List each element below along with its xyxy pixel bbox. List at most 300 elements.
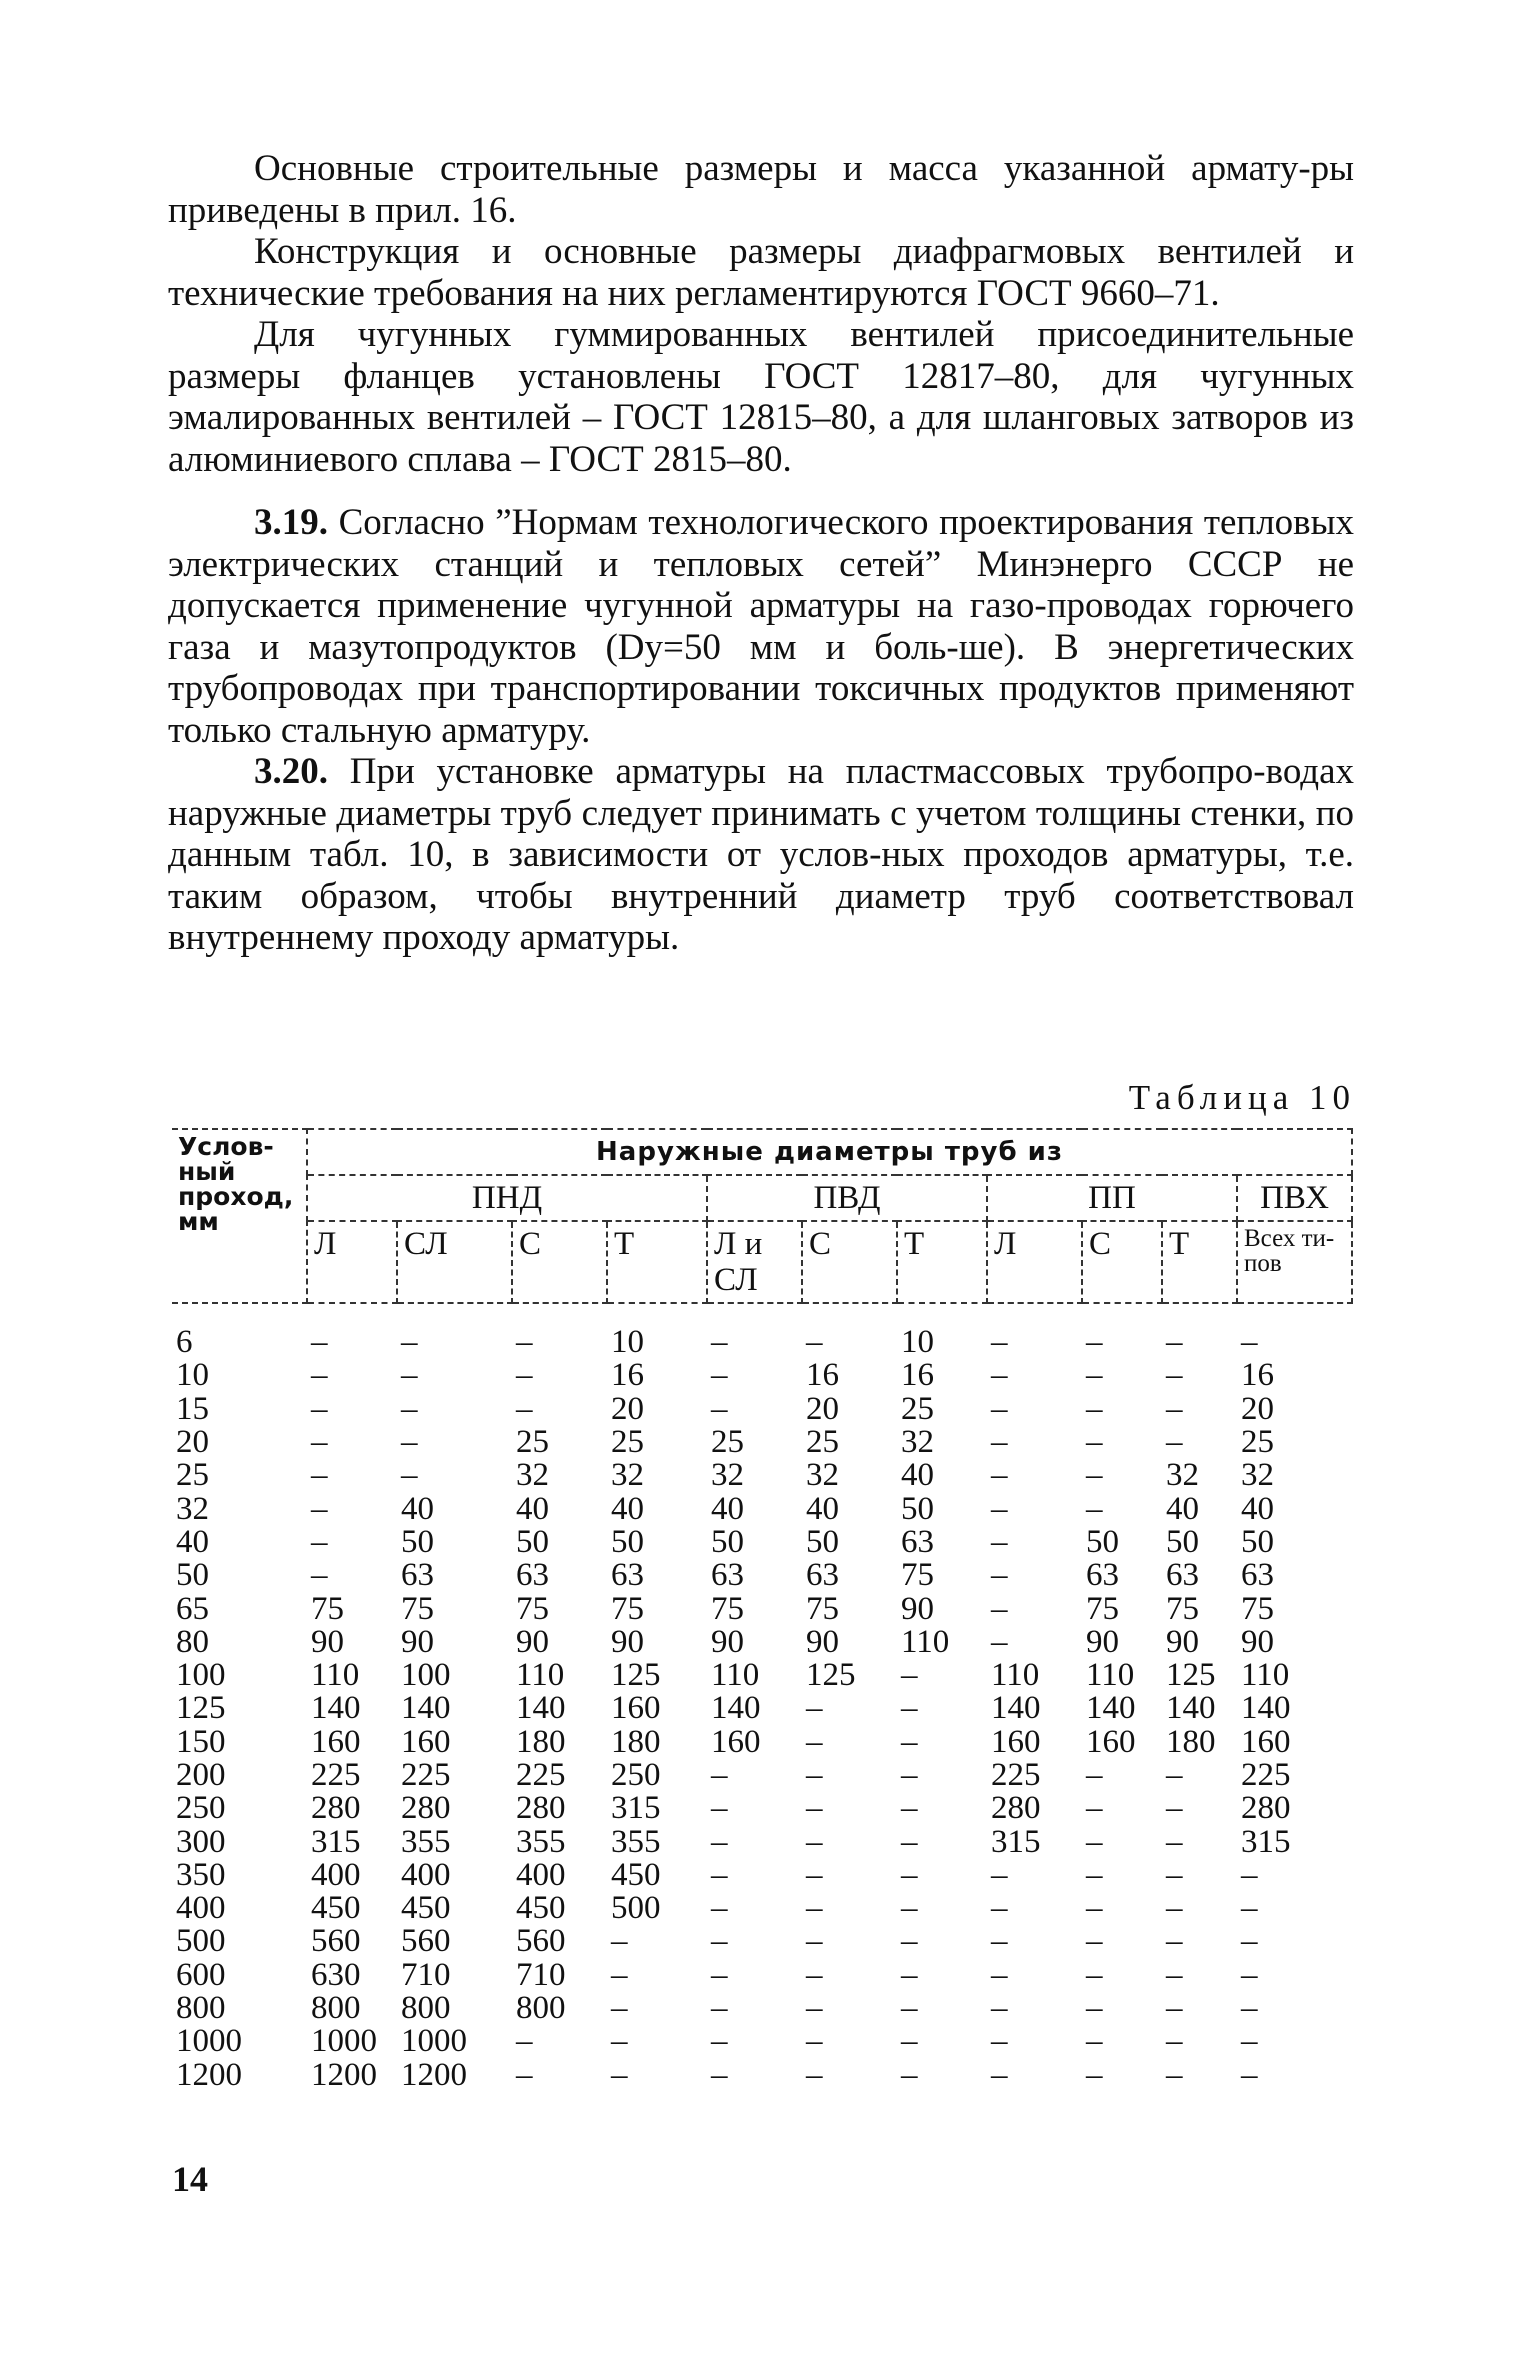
diameters-table [172, 1128, 1353, 2092]
diameter-cell: 630 [311, 1956, 361, 1993]
header-pp-l: Л [987, 1221, 1082, 1303]
diameter-cell: – [806, 1956, 823, 1993]
diameter-cell: 50 [1086, 1523, 1119, 1560]
diameter-cell: – [1166, 1990, 1183, 2027]
diameter-cell: – [1241, 1324, 1258, 1361]
diameter-cell: 800 [516, 1990, 566, 2027]
diameter-cell: – [401, 1324, 418, 1361]
diameter-cell: 315 [611, 1790, 661, 1827]
diameter-cell: 400 [516, 1856, 566, 1893]
diameter-cell: 20 [611, 1390, 644, 1427]
table-row [172, 1459, 1352, 1492]
diameter-cell: 160 [1241, 1723, 1291, 1760]
diameter-cell: – [901, 1723, 918, 1760]
diameter-cell: 110 [311, 1657, 360, 1694]
diameter-cell: 25 [806, 1424, 839, 1461]
diameter-cell: 63 [516, 1557, 549, 1594]
diameter-cell: 280 [1241, 1790, 1291, 1827]
diameter-cell: – [711, 2056, 728, 2093]
diameter-cell: – [806, 1923, 823, 1960]
table-row [172, 1726, 1352, 1759]
diameter-cell: 50 [1166, 1523, 1199, 1560]
table-row [172, 1925, 1352, 1958]
diameter-cell: 25 [901, 1390, 934, 1427]
diameter-cell: – [711, 1890, 728, 1927]
diameter-cell: 75 [1166, 1590, 1199, 1627]
diameter-cell: 50 [611, 1523, 644, 1560]
diameter-cell: – [901, 1923, 918, 1960]
header-pp-t: Т [1162, 1221, 1237, 1303]
diameter-cell: 75 [611, 1590, 644, 1627]
table-row [172, 2025, 1352, 2058]
diameter-cell: 110 [1241, 1657, 1290, 1694]
diameter-cell: – [1241, 1890, 1258, 1927]
diameter-cell: 710 [516, 1956, 566, 1993]
header-pnd-t: Т [607, 1221, 707, 1303]
diameter-cell: – [611, 2056, 628, 2093]
diameter-cell: 63 [1166, 1557, 1199, 1594]
diameter-cell: 1000 [401, 2023, 467, 2060]
diameter-cell: 90 [711, 1623, 744, 1660]
nominal-bore-cell: 6 [176, 1324, 193, 1361]
diameter-cell: 90 [311, 1623, 344, 1660]
diameter-cell: – [711, 1790, 728, 1827]
table-row [172, 1526, 1352, 1559]
header-pvd-s: С [802, 1221, 897, 1303]
diameter-cell: – [1086, 1357, 1103, 1394]
diameter-cell: 180 [611, 1723, 661, 1760]
diameter-cell: 75 [311, 1590, 344, 1627]
nominal-bore-cell: 250 [176, 1790, 226, 1827]
diameter-cell: – [311, 1357, 328, 1394]
diameter-cell: 40 [1166, 1490, 1199, 1527]
header-pnd-s: С [512, 1221, 607, 1303]
diameter-cell: – [711, 2023, 728, 2060]
diameter-cell: – [991, 1990, 1008, 2027]
diameter-cell: 16 [1241, 1357, 1274, 1394]
table-row [172, 1426, 1352, 1459]
diameter-cell: – [1166, 1757, 1183, 1793]
diameter-cell: 75 [516, 1590, 549, 1627]
diameter-cell: 560 [401, 1923, 451, 1960]
diameter-cell: 40 [711, 1490, 744, 1527]
table-caption: Таблица 10 [1128, 1078, 1356, 1117]
diameter-cell: 280 [311, 1790, 361, 1827]
diameter-cell: 90 [1166, 1623, 1199, 1660]
nominal-bore-cell: 350 [176, 1856, 226, 1893]
diameter-cell: – [806, 1790, 823, 1827]
diameter-cell: – [991, 1956, 1008, 1993]
diameter-cell: 110 [1086, 1657, 1135, 1694]
diameter-cell: 280 [401, 1790, 451, 1827]
diameter-cell: – [1086, 2056, 1103, 2093]
paragraph-1: Основные строительные размеры и масса указанной армату-ры приведены в прил. 16. [168, 148, 1354, 231]
diameter-cell: – [991, 1457, 1008, 1494]
diameter-cell: 32 [901, 1424, 934, 1461]
diameter-cell: 40 [401, 1490, 434, 1527]
diameter-cell: 50 [516, 1523, 549, 1560]
diameter-cell: 110 [901, 1623, 950, 1660]
diameter-cell: 90 [1086, 1623, 1119, 1660]
diameter-cell: 90 [1241, 1623, 1274, 1660]
header-nominal-bore: Услов-ный проход, мм [172, 1129, 307, 1303]
table-row [172, 1359, 1352, 1392]
diameter-cell: 160 [711, 1723, 761, 1760]
diameter-cell: – [1086, 1923, 1103, 1960]
diameter-cell: – [711, 1757, 728, 1793]
diameter-cell: – [1086, 1490, 1103, 1527]
diameter-cell: 140 [1166, 1690, 1216, 1727]
diameter-cell: 25 [611, 1424, 644, 1461]
diameter-cell: 125 [806, 1657, 856, 1694]
diameter-cell: – [311, 1390, 328, 1427]
diameter-cell: 32 [1166, 1457, 1199, 1494]
table-row [172, 2059, 1352, 2092]
page-number: 14 [172, 2159, 208, 2199]
nominal-bore-cell: 10 [176, 1357, 209, 1394]
table-row [172, 1559, 1352, 1592]
header-pp-s: С [1082, 1221, 1162, 1303]
diameter-cell: 140 [1086, 1690, 1136, 1727]
diameter-cell: – [311, 1557, 328, 1594]
diameter-cell: 1000 [311, 2023, 377, 2060]
diameter-cell: 32 [806, 1457, 839, 1494]
diameter-cell: 225 [991, 1757, 1041, 1793]
diameter-cell: 90 [901, 1590, 934, 1627]
table-row [172, 1592, 1352, 1625]
diameter-cell: 25 [1241, 1424, 1274, 1461]
diameter-cell: 110 [516, 1657, 565, 1694]
diameter-cell: – [611, 1990, 628, 2027]
diameter-cell: – [611, 1923, 628, 1960]
table-row [172, 1303, 1352, 1359]
nominal-bore-cell: 800 [176, 1990, 226, 2027]
diameter-cell: 110 [991, 1657, 1040, 1694]
diameter-cell: – [901, 2056, 918, 2093]
header-pnd: ПНД [307, 1175, 707, 1221]
diameter-cell: 32 [711, 1457, 744, 1494]
diameter-cell: – [1166, 1823, 1183, 1860]
diameter-cell: – [711, 1390, 728, 1427]
diameter-cell: 75 [806, 1590, 839, 1627]
diameter-cell: 20 [806, 1390, 839, 1427]
diameter-cell: 16 [806, 1357, 839, 1394]
diameter-cell: 50 [711, 1523, 744, 1560]
table-row [172, 1692, 1352, 1725]
diameter-cell: – [401, 1390, 418, 1427]
diameter-cell: 40 [516, 1490, 549, 1527]
table-row [172, 1492, 1352, 1525]
diameter-cell: – [806, 1823, 823, 1860]
diameter-cell: 10 [611, 1324, 644, 1361]
diameter-cell: 110 [711, 1657, 760, 1694]
diameter-cell: 140 [401, 1690, 451, 1727]
diameter-cell: 315 [991, 1823, 1041, 1860]
nominal-bore-cell: 20 [176, 1424, 209, 1461]
diameter-cell: 16 [611, 1357, 644, 1394]
diameter-cell: 16 [901, 1357, 934, 1394]
diameter-cell: 10 [901, 1324, 934, 1361]
diameter-cell: – [991, 1357, 1008, 1394]
diameter-cell: 280 [991, 1790, 1041, 1827]
diameter-cell: – [1086, 1457, 1103, 1494]
diameter-cell: 50 [1241, 1523, 1274, 1560]
section-number-3-20: 3.20. [254, 751, 328, 792]
diameter-cell: 400 [401, 1856, 451, 1893]
nominal-bore-cell: 40 [176, 1523, 209, 1560]
diameter-cell: – [901, 1890, 918, 1927]
diameter-cell: – [991, 1390, 1008, 1427]
diameter-cell: 63 [1086, 1557, 1119, 1594]
diameter-cell: – [611, 1956, 628, 1993]
diameter-cell: 75 [901, 1557, 934, 1594]
nominal-bore-cell: 150 [176, 1723, 226, 1760]
header-pvh-all: Всех ти-пов [1237, 1221, 1352, 1303]
diameter-cell: – [1166, 1956, 1183, 1993]
diameter-cell: 355 [611, 1823, 661, 1860]
diameter-cell: 125 [611, 1657, 661, 1694]
diameter-cell: – [1166, 1357, 1183, 1394]
diameter-cell: – [711, 1856, 728, 1893]
diameter-cell: – [901, 2023, 918, 2060]
diameter-cell: – [711, 1324, 728, 1361]
diameter-cell: – [901, 1856, 918, 1893]
diameter-cell: 710 [401, 1956, 451, 1993]
diameter-cell: 280 [516, 1790, 566, 1827]
diameter-cell: – [711, 1956, 728, 1993]
diameter-cell: – [806, 1990, 823, 2027]
diameter-cell: 1200 [401, 2056, 467, 2093]
diameter-cell: – [1086, 1324, 1103, 1361]
diameter-cell: – [806, 1324, 823, 1361]
diameter-cell: – [1086, 1390, 1103, 1427]
diameter-cell: 450 [516, 1890, 566, 1927]
table-row [172, 1626, 1352, 1659]
diameter-cell: 140 [991, 1690, 1041, 1727]
diameter-cell: – [901, 1790, 918, 1827]
diameter-cell: – [1166, 1424, 1183, 1461]
diameter-cell: – [711, 1990, 728, 2027]
header-pvh: ПВХ [1237, 1175, 1352, 1221]
diameter-cell: 160 [311, 1723, 361, 1760]
diameter-cell: 355 [516, 1823, 566, 1860]
nominal-bore-cell: 300 [176, 1823, 226, 1860]
diameter-cell: – [1086, 1890, 1103, 1927]
paragraph-3-19 [168, 502, 1354, 751]
nominal-bore-cell: 15 [176, 1390, 209, 1427]
diameter-cell: – [401, 1357, 418, 1394]
diameter-cell: 25 [516, 1424, 549, 1461]
table-body [172, 1303, 1352, 2092]
table-row [172, 1892, 1352, 1925]
header-outer-diameters: Наружные диаметры труб из [307, 1129, 1352, 1175]
diameter-cell: 40 [1241, 1490, 1274, 1527]
diameter-cell: – [1086, 1956, 1103, 1993]
diameter-cell: – [991, 1523, 1008, 1560]
table-row [172, 1659, 1352, 1692]
header-pvd: ПВД [707, 1175, 987, 1221]
diameter-cell: – [311, 1457, 328, 1494]
diameter-cell: 160 [991, 1723, 1041, 1760]
diameter-cell: – [1086, 2023, 1103, 2060]
nominal-bore-cell: 1000 [176, 2023, 242, 2060]
diameter-cell: 315 [311, 1823, 361, 1860]
table-row [172, 1393, 1352, 1426]
diameter-cell: 250 [611, 1757, 661, 1793]
diameter-cell: 100 [401, 1657, 451, 1694]
diameter-cell: 75 [401, 1590, 434, 1627]
diameter-cell: – [1166, 1390, 1183, 1427]
diameter-cell: 32 [611, 1457, 644, 1494]
diameter-cell: 160 [1086, 1723, 1136, 1760]
header-pnd-sl: СЛ [397, 1221, 512, 1303]
diameter-cell: 140 [711, 1690, 761, 1727]
diameter-cell: 75 [711, 1590, 744, 1627]
diameter-cell: – [806, 2023, 823, 2060]
diameter-cell: 63 [401, 1557, 434, 1594]
header-pnd-l: Л [307, 1221, 397, 1303]
paragraph-2: Конструкция и основные размеры диафрагмовых вентилей и технические требования на них регламентируются ГОСТ 9660–71. [168, 231, 1354, 314]
diameter-cell: 75 [1086, 1590, 1119, 1627]
diameter-cell: 125 [1166, 1657, 1216, 1694]
diameter-cell: 25 [711, 1424, 744, 1461]
diameter-cell: – [1166, 2023, 1183, 2060]
diameter-cell: 75 [1241, 1590, 1274, 1627]
paragraph-3-19-text: Согласно ”Нормам технологического проектирования тепловых электрических станций и тепловых сетей” Минэнерго СССР не допускается применение чугунной арматуры на газо-проводах горючего газа и мазутопродуктов (Dу=50 мм и боль-ше). В энергетических трубопроводах при транспортировании токсичных продуктов применяют только стальную арматуру. [168, 502, 1355, 751]
diameter-cell: – [1086, 1823, 1103, 1860]
diameter-cell: – [806, 1723, 823, 1760]
nominal-bore-cell: 25 [176, 1457, 209, 1494]
diameter-cell: – [806, 1690, 823, 1727]
diameter-cell: – [1241, 1923, 1258, 1960]
diameter-cell: 63 [1241, 1557, 1274, 1594]
diameter-cell: 140 [1241, 1690, 1291, 1727]
table-row [172, 1859, 1352, 1892]
nominal-bore-cell: 50 [176, 1557, 209, 1594]
diameter-cell: 160 [401, 1723, 451, 1760]
diameter-cell: – [1241, 1990, 1258, 2027]
diameter-cell: – [991, 1890, 1008, 1927]
nominal-bore-cell: 100 [176, 1657, 226, 1694]
diameter-cell: 140 [516, 1690, 566, 1727]
diameter-cell: – [1166, 1790, 1183, 1827]
diameter-cell: – [1086, 1990, 1103, 2027]
nominal-bore-cell: 125 [176, 1690, 226, 1727]
diameter-cell: – [1166, 2056, 1183, 2093]
diameter-cell: – [711, 1357, 728, 1394]
diameter-cell: – [401, 1424, 418, 1461]
diameter-cell: 90 [806, 1623, 839, 1660]
diameter-cell: – [516, 1390, 533, 1427]
nominal-bore-cell: 400 [176, 1890, 226, 1927]
diameter-cell: – [1086, 1790, 1103, 1827]
diameter-cell: – [516, 2056, 533, 2093]
paragraph-3-20-text: При установке арматуры на пластмассовых трубопро-водах наружные диаметры труб следует принимать с учетом толщины стенки, по данным табл. 10, в зависимости от услов-ных проходов арматуры, т.е. таким образом, чтобы внутренний диаметр труб соответствовал внутреннему проходу арматуры. [168, 751, 1355, 958]
diameter-cell: 63 [711, 1557, 744, 1594]
nominal-bore-cell: 200 [176, 1757, 226, 1793]
diameter-cell: 450 [401, 1890, 451, 1927]
diameter-cell: – [901, 1690, 918, 1727]
diameter-cell: – [611, 2023, 628, 2060]
diameter-cell: – [1241, 2056, 1258, 2093]
diameter-cell: 225 [311, 1757, 361, 1793]
diameter-cell: – [991, 1923, 1008, 1960]
diameter-cell: 63 [901, 1523, 934, 1560]
diameter-cell: 20 [1241, 1390, 1274, 1427]
nominal-bore-cell: 32 [176, 1490, 209, 1527]
diameter-cell: – [1241, 1956, 1258, 1993]
diameter-cell: 90 [611, 1623, 644, 1660]
diameter-cell: – [991, 1856, 1008, 1893]
diameter-cell: 50 [401, 1523, 434, 1560]
diameter-cell: – [806, 1856, 823, 1893]
diameter-cell: 63 [806, 1557, 839, 1594]
header-pvd-lsl: Л и СЛ [707, 1221, 802, 1303]
nominal-bore-cell: 80 [176, 1623, 209, 1660]
section-number-3-19: 3.19. [254, 502, 328, 543]
diameter-cell: – [991, 2056, 1008, 2093]
diameter-cell: 180 [1166, 1723, 1216, 1760]
table-row [172, 1825, 1352, 1858]
diameter-cell: – [1086, 1757, 1103, 1793]
diameter-cell: 90 [401, 1623, 434, 1660]
paragraph-3-20 [168, 751, 1354, 959]
diameter-cell: – [1166, 1890, 1183, 1927]
diameter-cell: 225 [516, 1757, 566, 1793]
diameter-cell: 500 [611, 1890, 661, 1927]
diameter-cell: 355 [401, 1823, 451, 1860]
header-pp: ПП [987, 1175, 1237, 1221]
diameter-cell: 160 [611, 1690, 661, 1727]
diameter-cell: 225 [1241, 1757, 1291, 1793]
diameter-cell: – [516, 2023, 533, 2060]
diameter-cell: 560 [516, 1923, 566, 1960]
diameter-cell: – [901, 1990, 918, 2027]
diameter-cell: 225 [401, 1757, 451, 1793]
diameter-cell: – [1086, 1424, 1103, 1461]
diameter-cell: – [991, 1623, 1008, 1660]
diameter-cell: – [311, 1490, 328, 1527]
table-row [172, 1959, 1352, 1992]
diameter-cell: 400 [311, 1856, 361, 1893]
diameter-cell: – [806, 1890, 823, 1927]
diameter-cell: – [711, 1923, 728, 1960]
diameter-cell: – [1166, 1856, 1183, 1893]
diameter-cell: 1200 [311, 2056, 377, 2093]
diameter-cell: 800 [311, 1990, 361, 2027]
diameter-cell: – [311, 1324, 328, 1361]
diameter-cell: 180 [516, 1723, 566, 1760]
diameter-cell: – [991, 1424, 1008, 1461]
diameter-cell: – [901, 1956, 918, 1993]
diameter-cell: – [711, 1823, 728, 1860]
diameter-cell: – [311, 1523, 328, 1560]
diameter-cell: 560 [311, 1923, 361, 1960]
header-pvd-t: Т [897, 1221, 987, 1303]
nominal-bore-cell: 500 [176, 1923, 226, 1960]
diameter-cell: 90 [516, 1623, 549, 1660]
diameter-cell: – [516, 1357, 533, 1394]
diameter-cell: – [806, 1757, 823, 1793]
nominal-bore-cell: 600 [176, 1956, 226, 1993]
diameter-cell: 32 [516, 1457, 549, 1494]
diameter-cell: 63 [611, 1557, 644, 1594]
diameter-cell: – [901, 1823, 918, 1860]
diameter-cell: 32 [1241, 1457, 1274, 1494]
diameter-cell: 50 [806, 1523, 839, 1560]
diameter-cell: – [311, 1424, 328, 1461]
diameter-cell: – [991, 2023, 1008, 2060]
